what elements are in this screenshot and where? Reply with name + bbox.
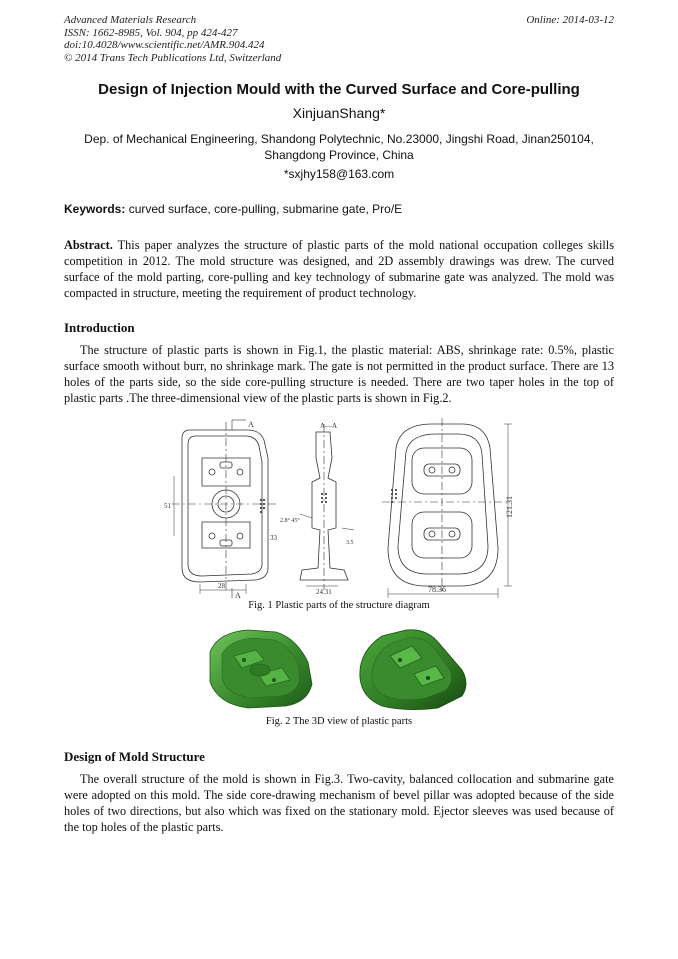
fig1-dim-33: 33 [270, 534, 277, 542]
keywords [64, 202, 402, 216]
affiliation: Dep. of Mechanical Engineering, Shandong Polytechnic, No.23000, Jingshi Road, Jinan250104, Shangdong Province, China [84, 132, 594, 162]
fig1-label-section: A—A [320, 422, 338, 430]
fig1-dim-3d: 3.5 [346, 540, 354, 546]
fig2-3d-views [200, 622, 480, 712]
fig1-drawing [160, 418, 520, 600]
fig1-dim-width: 78.36 [428, 585, 446, 594]
abstract-label: Abstract. [64, 238, 113, 252]
part-3d-left [210, 630, 312, 708]
part-3d-right [360, 630, 466, 710]
fig1-dim-2431: 24.31 [316, 588, 332, 596]
introduction-heading: Introduction [64, 320, 135, 335]
introduction-text: The structure of plastic parts is shown in Fig.1, the plastic material: ABS, shrinkage rate: 0.5%, plastic surface smooth without burr, no shrinkage mark. The gate is not permitted in the product surface. There are 13 holes of the parts side, so the side core-pulling structure is needed. There are two taper holes in the top of plastic parts .The three-dimensional view of the plastic parts is shown in Fig.2. [64, 343, 614, 405]
design-heading: Design of Mold Structure [64, 749, 205, 764]
keywords-text: curved surface, core-pulling, submarine gate, Pro/E [128, 202, 403, 216]
fig1-label-a-top: A [248, 420, 254, 429]
fig2-caption: Fig. 2 The 3D view of plastic parts [265, 716, 413, 727]
keywords-label: Keywords: [64, 202, 126, 216]
abstract-text: This paper analyzes the structure of plastic parts of the mold national occupation colleges skills competition in 2012. The mold structure was designed, and 2D assembly drawings was drew. The curved surface of the mold parting, core-pulling and key technology of submarine gate was analyzed. The mold was compacted in structure, meeting the requirement of product technology. [64, 238, 614, 300]
journal-name: Advanced Materials Research [64, 14, 197, 26]
top-view [382, 418, 512, 598]
journal-header [64, 14, 281, 64]
paper-title: Design of Injection Mould with the Curved Surface and Core-pulling [98, 81, 580, 98]
design-text: The overall structure of the mold is shown in Fig.3. Two-cavity, balanced collocation and submarine gate were adopted on this mold. The side core-drawing mechanism of bevel pillar was adopted because of the side holes of two directions, but also which was fixed on the stationary mold. Ejector sleeves was used because of the top holes of the plastic parts. [64, 772, 614, 834]
fig1-dim-28: 28 [218, 582, 225, 590]
section-view [300, 424, 354, 590]
fig1-dim-height: 121.31 [505, 496, 514, 518]
fig1-label-a-bottom: A [235, 591, 241, 600]
fig1-dim-angles: 2.8° 45° [280, 518, 300, 524]
fig1-caption: Fig. 1 Plastic parts of the structure diagram [248, 600, 430, 611]
fig1-dim-51: 51 [164, 502, 171, 510]
abstract [64, 237, 614, 301]
front-view [172, 420, 278, 598]
copyright-line: © 2014 Trans Tech Publications Ltd, Switzerland [64, 51, 282, 64]
author-email[interactable]: *sxjhy158@163.com [283, 167, 395, 181]
online-date: Online: 2014-03-12 [526, 14, 614, 26]
issn-line: ISSN: 1662-8985, Vol. 904, pp 424-427 [64, 26, 238, 39]
doi-line[interactable]: doi:10.4028/www.scientific.net/AMR.904.424 [64, 39, 265, 51]
author-name: XinjuanShang* [292, 105, 386, 121]
